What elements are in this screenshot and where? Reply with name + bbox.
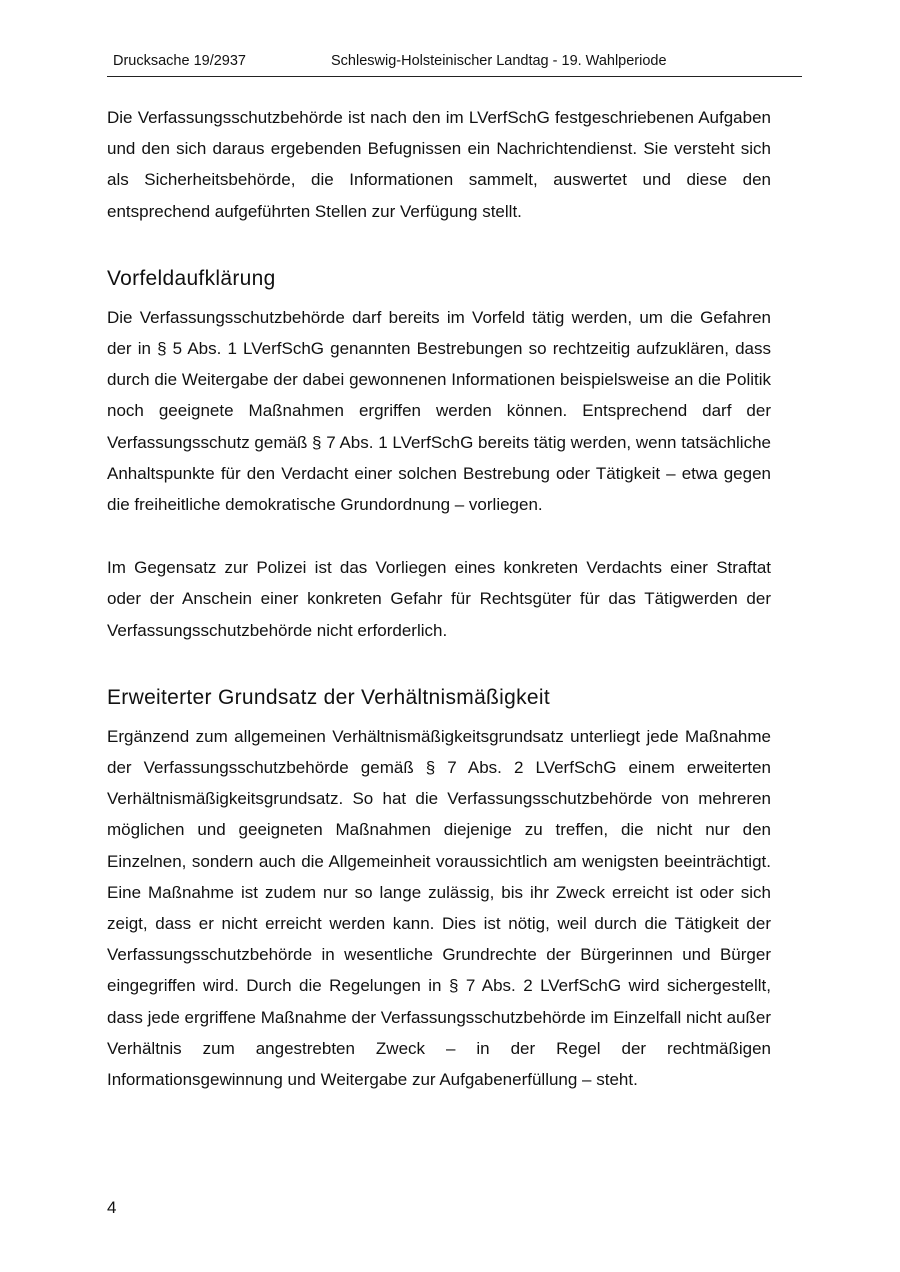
- section1-paragraph-2: Im Gegensatz zur Polizei ist das Vorliegen eines konkreten Verdachts einer Straftat oder der Anschein einer konkreten Gefahr für Rechtsgüter für das Tätigwerden der Verfassungsschutzbehörde nicht erforderlich.: [107, 558, 771, 640]
- intro-paragraph: Die Verfassungsschutzbehörde ist nach den im LVerfSchG festgeschriebenen Aufgaben und den sich daraus ergebenden Befugnissen ein Nachrichtendienst. Sie versteht sich als Sicherheitsbehörde, die Informationen sammelt, auswertet und diese den entsprechend aufgeführten Stellen zur Verfügung stellt.: [107, 108, 771, 221]
- page-number: 4: [107, 1198, 117, 1217]
- section-heading-vorfeldaufklaerung: Vorfeldaufklärung: [107, 266, 276, 290]
- document-body: [107, 102, 771, 1095]
- document-number: Drucksache 19/2937: [113, 53, 246, 69]
- section1-paragraph-1: Die Verfassungsschutzbehörde darf bereits im Vorfeld tätig werden, um die Gefahren der in § 5 Abs. 1 LVerfSchG genannten Bestrebungen so rechtzeitig aufzuklären, dass durch die Weitergabe der dabei gewonnenen Informationen beispielsweise an die Politik noch geeignete Maßnahmen ergriffen werden können. Entsprechend darf der Verfassungsschutz gemäß § 7 Abs. 1 LVerfSchG bereits tätig werden, wenn tatsächliche Anhaltspunkte für den Verdacht einer solchen Bestrebung oder Tätigkeit – etwa gegen die freiheitliche demokratische Grundordnung – vorliegen.: [107, 307, 771, 515]
- page-header: [107, 52, 802, 77]
- parliament-title: Schleswig-Holsteinischer Landtag - 19. Wahlperiode: [331, 53, 667, 69]
- section2-paragraph-1: Ergänzend zum allgemeinen Verhältnismäßigkeitsgrundsatz unterliegt jede Maßnahme der Verfassungsschutzbehörde gemäß § 7 Abs. 2 LVerfSchG einem erweiterten Verhältnismäßigkeitsgrundsatz. So hat die Verfassungsschutzbehörde von mehreren möglichen und geeigneten Maßnahmen diejenige zu treffen, die nicht nur den Einzelnen, sondern auch die Allgemeinheit voraussichtlich am wenigsten beeinträchtigt. Eine Maßnahme ist zudem nur so lange zulässig, bis ihr Zweck erreicht ist oder sich zeigt, dass er nicht erreicht werden kann. Dies ist nötig, weil durch die Tätigkeit der Verfassungsschutzbehörde in wesentliche Grundrechte der Bürgerinnen und Bürger eingegriffen wird. Durch die Regelungen in § 7 Abs. 2 LVerfSchG wird sichergestellt, dass jede ergriffene Maßnahme der Verfassungsschutzbehörde im Einzelfall nicht außer Verhältnis zum angestrebten Zweck – in der Regel der rechtmäßigen Informationsgewinnung und Weitergabe zur Aufgabenerfüllung – steht.: [107, 726, 771, 1090]
- section-heading-verhaeltnismaessigkeit: Erweiterter Grundsatz der Verhältnismäßigkeit: [107, 685, 551, 709]
